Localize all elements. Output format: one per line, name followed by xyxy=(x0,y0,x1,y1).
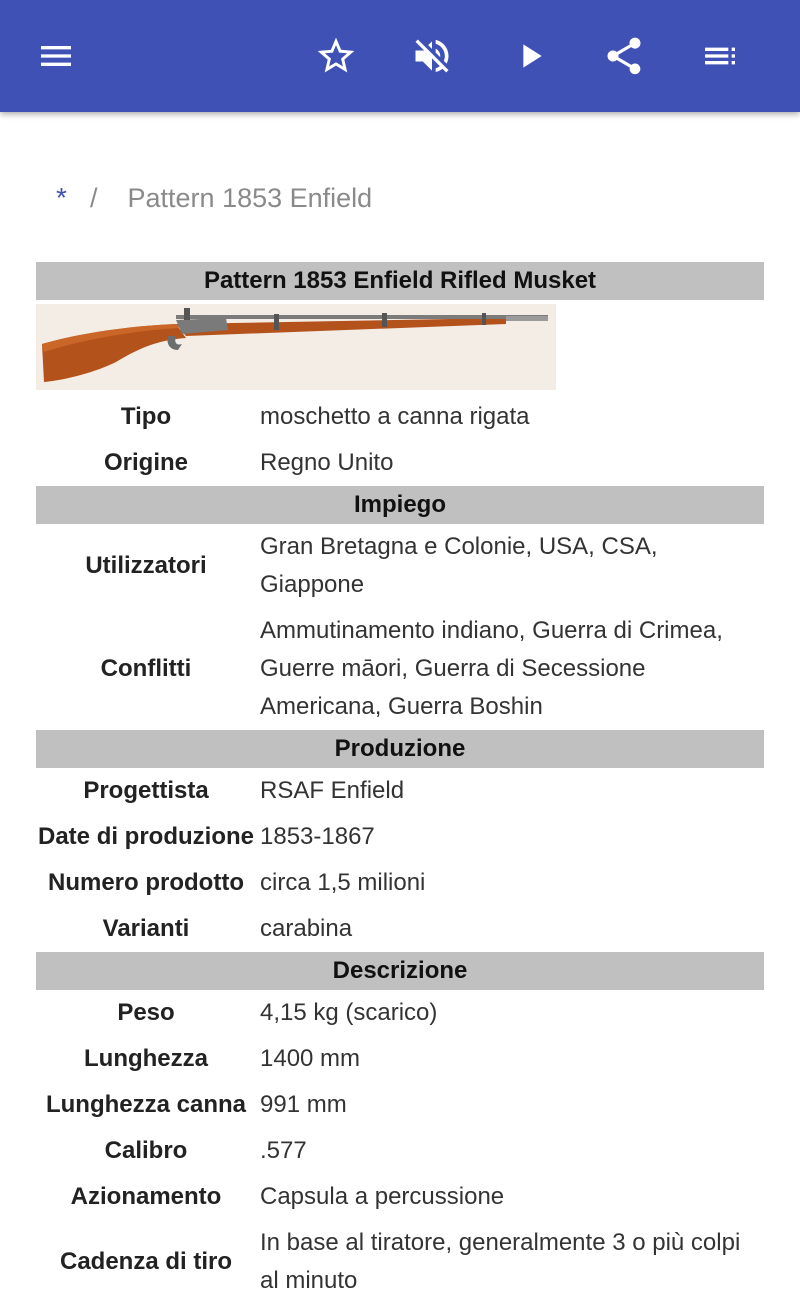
row-value[interactable]: .577 xyxy=(260,1137,307,1164)
row-label: Lunghezza canna xyxy=(45,1091,247,1118)
infobox-row-tipo xyxy=(36,390,764,440)
breadcrumb-home-link[interactable]: * xyxy=(56,182,67,213)
row-label: Calibro xyxy=(104,1137,188,1164)
row-value[interactable]: RSAF Enfield xyxy=(260,777,405,804)
infobox-row-lunghezza xyxy=(36,1036,764,1082)
infobox-title: Pattern 1853 Enfield Rifled Musket xyxy=(36,262,764,300)
row-value: moschetto a canna rigata xyxy=(260,403,530,430)
row-label: Lunghezza xyxy=(84,1045,208,1072)
row-label: Conflitti xyxy=(100,655,192,682)
section-header-descrizione: Descrizione xyxy=(36,952,764,990)
favorite-button[interactable] xyxy=(304,24,368,88)
section-header-impiego: Impiego xyxy=(36,486,764,524)
row-label: Origine xyxy=(103,449,188,476)
play-button[interactable] xyxy=(498,24,562,88)
row-value: 1853-1867 xyxy=(260,823,375,850)
section-header-produzione: Produzione xyxy=(36,730,764,768)
row-label: Azionamento xyxy=(70,1183,222,1210)
infobox-row-cadenza-tiro xyxy=(36,1220,764,1304)
menu-button[interactable] xyxy=(24,24,88,88)
breadcrumb xyxy=(56,178,372,218)
infobox-row-calibro xyxy=(36,1128,764,1174)
infobox-row-progettista xyxy=(36,768,764,814)
infobox-row-lunghezza-canna xyxy=(36,1082,764,1128)
row-label: Cadenza di tiro xyxy=(59,1248,233,1275)
row-label: Utilizzatori xyxy=(85,552,207,579)
rifle-image[interactable] xyxy=(36,304,556,390)
infobox-image-row xyxy=(36,300,764,390)
row-label: Progettista xyxy=(83,777,209,804)
row-label: Tipo xyxy=(120,403,172,430)
row-value: 4,15 kg (scarico) xyxy=(260,999,438,1026)
volume-off-icon xyxy=(410,34,454,78)
breadcrumb-current: Pattern 1853 Enfield xyxy=(127,182,373,213)
infobox-row-utilizzatori xyxy=(36,524,764,608)
infobox xyxy=(36,262,764,1304)
table-of-contents-button[interactable] xyxy=(688,24,752,88)
infobox-row-numero-prodotto xyxy=(36,860,764,906)
infobox-row-varianti xyxy=(36,906,764,952)
row-value: 991 mm xyxy=(260,1091,347,1118)
row-value[interactable]: Ammutinamento indiano, Guerra di Crimea, Guerre māori, Guerra di Secessione Americana, Guerra Boshin xyxy=(260,617,723,720)
share-icon xyxy=(602,34,646,78)
row-value: 1400 mm xyxy=(260,1045,361,1072)
infobox-row-date-produzione xyxy=(36,814,764,860)
row-label: Peso xyxy=(117,999,175,1026)
app-bar xyxy=(0,0,800,112)
rifle-illustration xyxy=(36,304,556,390)
infobox-row-origine xyxy=(36,440,764,486)
breadcrumb-separator: / xyxy=(90,182,98,213)
row-value[interactable]: Gran Bretagna e Colonie, USA, CSA, Giappone xyxy=(260,533,658,598)
row-value[interactable]: Capsula a percussione xyxy=(260,1183,505,1210)
row-label: Varianti xyxy=(102,915,190,942)
toc-icon xyxy=(700,36,740,76)
row-value: circa 1,5 milioni xyxy=(260,869,426,896)
row-label: Numero prodotto xyxy=(48,869,244,896)
star-icon xyxy=(314,34,358,78)
play-icon xyxy=(510,36,550,76)
row-value: carabina xyxy=(260,915,353,942)
row-value: In base al tiratore, generalmente 3 o più colpi al minuto xyxy=(260,1229,741,1294)
menu-icon xyxy=(36,36,76,76)
share-button[interactable] xyxy=(592,24,656,88)
mute-button[interactable] xyxy=(400,24,464,88)
row-value[interactable]: Regno Unito xyxy=(260,449,394,476)
infobox-row-conflitti xyxy=(36,608,764,730)
infobox-row-peso xyxy=(36,990,764,1036)
row-label: Date di produzione xyxy=(38,823,254,850)
infobox-row-azionamento xyxy=(36,1174,764,1220)
